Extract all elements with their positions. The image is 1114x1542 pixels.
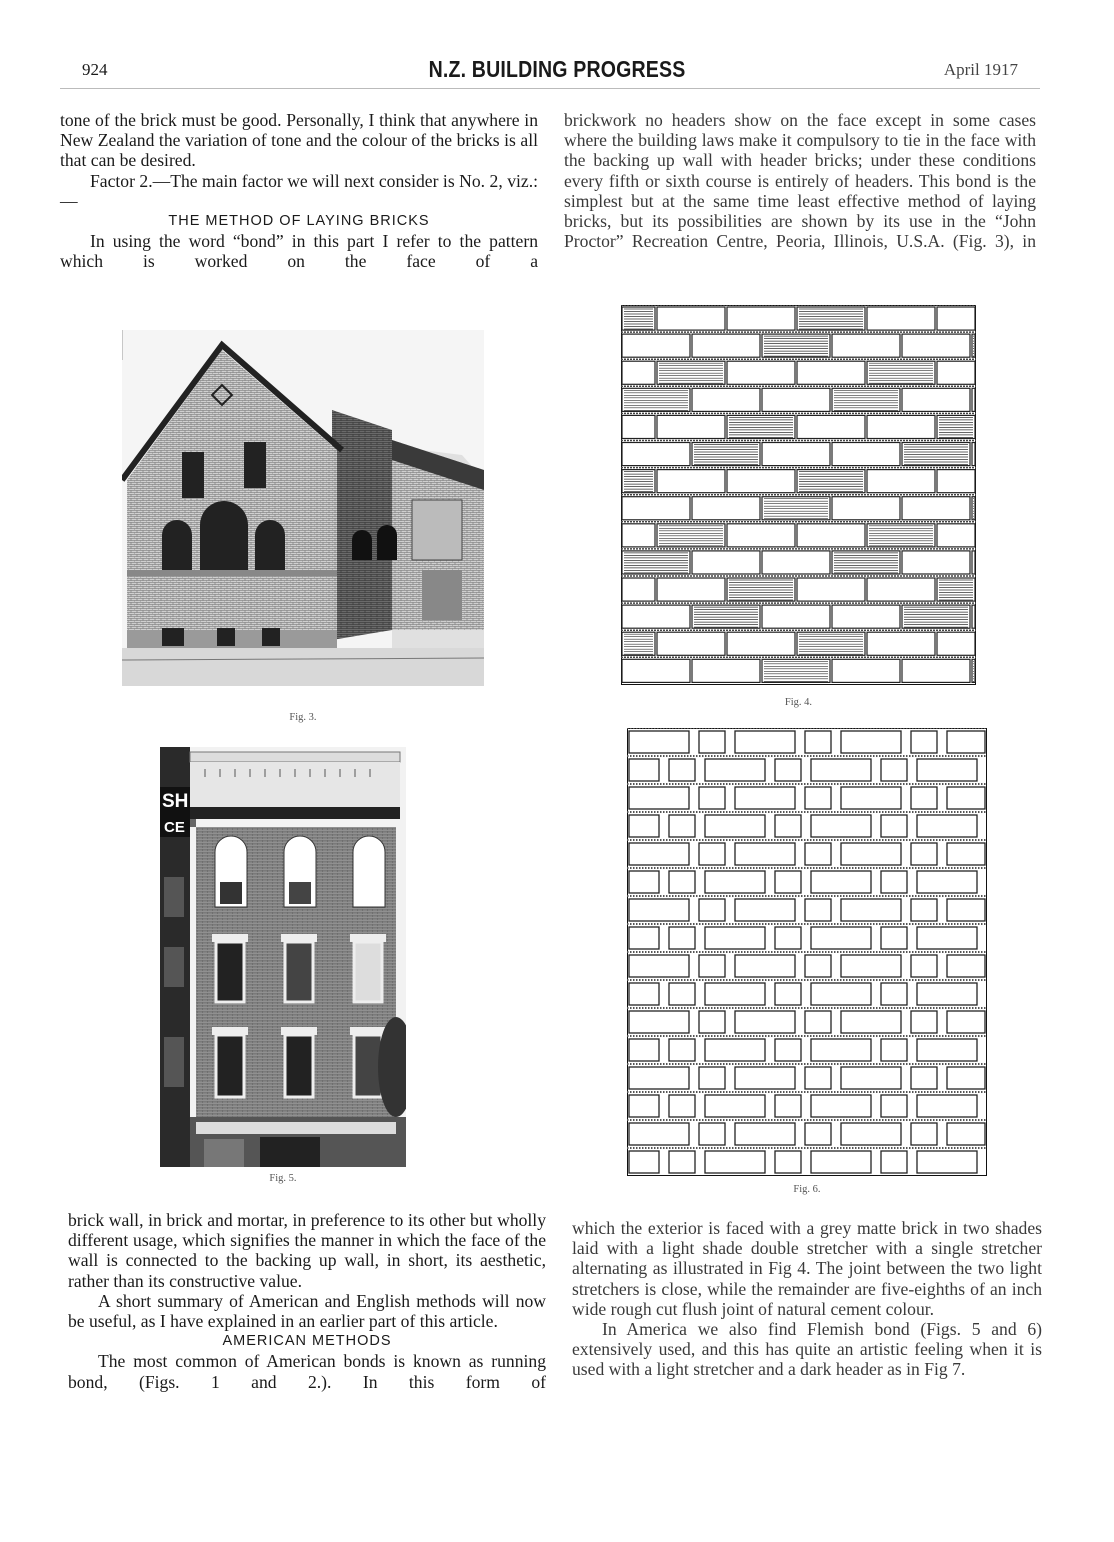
brick-course xyxy=(621,468,976,493)
fig5-caption: Fig. 5. xyxy=(269,1173,297,1184)
brick-course xyxy=(627,784,987,809)
fig3-photo xyxy=(122,330,484,686)
brick-course xyxy=(627,1120,987,1145)
brick-course xyxy=(621,441,976,466)
brick-course xyxy=(627,1064,987,1089)
header-rule xyxy=(60,88,1040,89)
building-side-wall xyxy=(332,410,392,640)
brick-course xyxy=(621,657,976,682)
bottom-right-column xyxy=(572,1218,1042,1380)
brick-course xyxy=(621,305,976,330)
paragraph-tone: tone of the brick must be good. Personally, I think that anywhere in New Zealand the variation of tone and the colour of the bricks is all that can be desired. xyxy=(60,110,538,171)
journal-title: N.Z. BUILDING PROGRESS xyxy=(428,56,686,82)
brick-course xyxy=(627,728,987,753)
paragraph-bond-word: In using the word “bond” in this part I refer to the pattern which is worked on the face of a xyxy=(60,231,538,272)
heading-american-methods: AMERICAN METHODS xyxy=(222,1333,392,1350)
brick-course xyxy=(627,952,987,977)
paragraph-running-bond: The most common of American bonds is known as running bond, (Figs. 1 and 2.). In this form of xyxy=(68,1351,546,1392)
paragraph-factor-2: Factor 2.—The main factor we will next consider is No. 2, viz.:— xyxy=(60,170,538,211)
fig3-caption: Fig. 3. xyxy=(289,712,317,723)
heading-method-of-laying: THE METHOD OF LAYING BRICKS xyxy=(168,213,430,230)
brick-course xyxy=(621,603,976,628)
brick-course xyxy=(621,332,976,357)
paragraph-grey-matte: which the exterior is faced with a grey matte brick in two shades laid with a light shade double stretcher with a single stretcher alternating as illustrated in Fig 4. The joint between the two light stretchers is close, while the remainder are five-eighths of an inch wide rough cut flush joint of natural cement colour. xyxy=(572,1218,1042,1319)
fig6-caption: Fig. 6. xyxy=(793,1184,821,1195)
fig4-running-bond-diagram xyxy=(621,305,976,685)
paragraph-summary: A short summary of American and English methods will now be useful, as I have explained in an earlier part of this article. xyxy=(68,1290,546,1332)
fig6-flemish-bond-diagram xyxy=(627,728,987,1176)
fig5-photo xyxy=(160,747,406,1167)
issue-date: April 1917 xyxy=(943,60,1018,79)
paragraph-running-bond-cont: brickwork no headers show on the face except in some cases where the building laws make it compulsory to tie in the face with the backing up wall with header bricks; under these conditions every fifth or sixth course is entirely of headers. This bond is the simplest but at the same time least effective method of laying bricks, but its possibilities are shown by its use in the “John Proctor” Recreation Centre, Peoria, Illinois, U.S.A. (Fig. 3), in xyxy=(564,110,1036,252)
brick-course xyxy=(621,359,976,384)
sign-text-bottom: CE xyxy=(164,819,185,836)
brick-course xyxy=(621,386,976,411)
top-right-column xyxy=(564,110,1036,251)
brick-course xyxy=(621,630,976,655)
top-left-column xyxy=(60,110,538,272)
brick-course xyxy=(627,896,987,921)
fig4-caption: Fig. 4. xyxy=(784,697,813,708)
brick-course xyxy=(621,522,976,547)
page-number: 924 xyxy=(82,60,108,79)
bottom-left-column xyxy=(68,1210,546,1392)
paragraph-brick-wall: brick wall, in brick and mortar, in preference to its other but wholly different usage, which signifies the manner in which the face of the wall is connected to the backing up wall, in short, its aesthetic, rather than its constructive value. xyxy=(68,1210,546,1291)
sign-text-top: SH xyxy=(162,791,189,812)
brick-course xyxy=(621,495,976,520)
brick-course xyxy=(621,576,976,601)
brick-course xyxy=(621,413,976,438)
paragraph-flemish-bond: In America we also find Flemish bond (Figs. 5 and 6) extensively used, and this has quite an artistic feeling when it is used with a light stretcher and a dark header as in Fig 7. xyxy=(572,1319,1042,1380)
brick-course xyxy=(627,840,987,865)
brick-course xyxy=(627,1008,987,1033)
brick-course xyxy=(621,549,976,574)
